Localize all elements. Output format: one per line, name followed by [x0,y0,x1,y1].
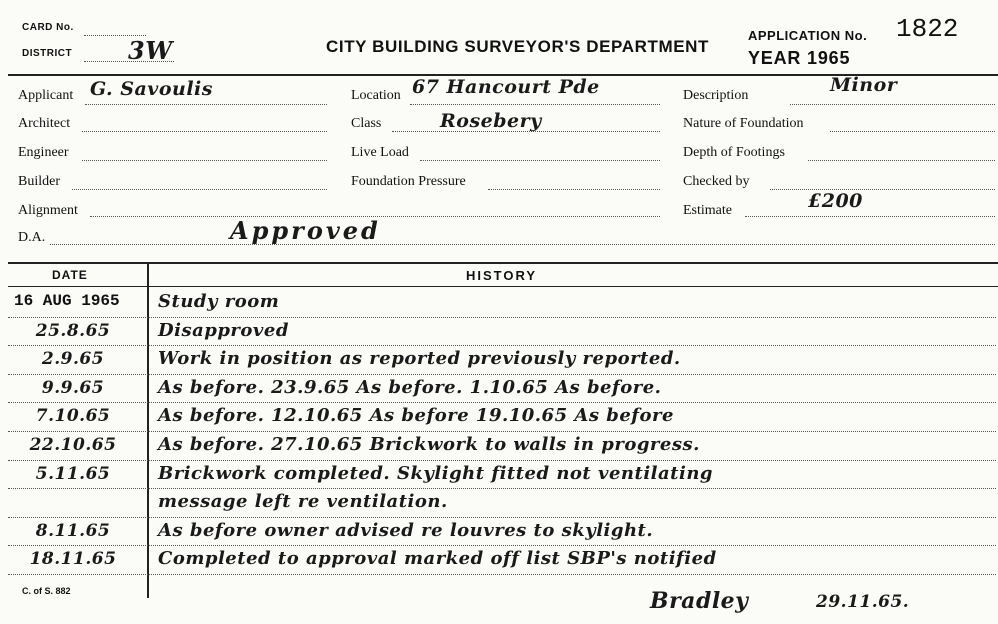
application-no: 1822 [896,14,959,44]
history-row-text: As before. 12.10.65 As before 19.10.65 As before [158,405,674,427]
history-row-rule [8,488,996,489]
history-row-text: Completed to approval marked off list SBP's notified [158,548,717,570]
year-label: YEAR 1965 [748,48,851,68]
history-heading-rule [8,286,998,287]
form-code: C. of S. 882 [22,586,71,596]
foundation-pressure-label: Foundation Pressure [351,174,466,189]
date-column-divider [147,262,149,598]
history-row-text: As before. 23.9.65 As before. 1.10.65 As before. [158,376,662,398]
district-label: DISTRICT [22,48,73,59]
location-label: Location [351,88,401,103]
history-row-date: 18.11.65 [29,549,117,570]
history-row-text: As before. 27.10.65 Brickwork to walls in progress. [158,434,700,455]
applicant-line [85,104,327,105]
da-label: D.A. [18,230,46,245]
history-row-rule [8,402,996,403]
estimate-value: £200 [808,190,863,212]
history-row-date: 25.8.65 [35,320,111,341]
history-top-rule [8,262,998,264]
department-title: CITY BUILDING SURVEYOR'S DEPARTMENT [326,37,710,56]
history-row-text: message left re ventilation. [158,491,448,513]
description-value: Minor [830,74,898,96]
engineer-label: Engineer [18,145,69,160]
live-load-label: Live Load [351,145,409,160]
depth-line [808,160,995,161]
history-heading: HISTORY [466,268,538,283]
description-label: Description [683,88,749,103]
estimate-line [745,216,995,217]
history-row-date: 2.9.65 [41,349,105,370]
history-row-date: 7.10.65 [35,406,111,427]
class-value: Rosebery [440,110,542,132]
history-row-text: Work in position as reported previously reported. [158,348,681,370]
da-line [50,244,995,245]
alignment-label: Alignment [18,203,78,218]
description-line [790,104,995,105]
application-no-label: APPLICATION No. [748,28,868,43]
history-row-rule [8,431,996,432]
signature-date: 29.11.65. [816,592,910,612]
history-row-text: Brickwork completed. Skylight fitted not ventilating [158,462,713,484]
estimate-label: Estimate [683,203,732,218]
architect-line [82,131,327,132]
nature-line [830,131,995,132]
checked-by-label: Checked by [683,174,750,189]
location-line [410,104,660,105]
history-row-text: Study room [158,291,280,312]
nature-of-foundation-label: Nature of Foundation [683,116,804,131]
history-row-text: As before owner advised re louvres to skylight. [158,519,654,541]
engineer-line [82,160,327,161]
checked-line [770,189,995,190]
history-row-rule [8,317,996,318]
history-row-rule [8,345,996,346]
district-value: 3W [128,36,173,65]
history-row-rule [8,545,996,546]
class-label: Class [351,116,382,131]
date-stamp: 16 AUG 1965 [14,292,120,310]
location-value: 67 Hancourt Pde [412,76,600,98]
architect-label: Architect [18,116,71,131]
depth-of-footings-label: Depth of Footings [683,145,785,160]
history-row-rule [8,574,996,575]
applicant-label: Applicant [18,88,74,103]
history-row-date: 22.10.65 [29,435,117,455]
history-row-rule [8,374,996,375]
history-row-rule [8,460,996,461]
live-load-line [420,160,660,161]
history-row-text: Disapproved [158,319,289,341]
history-row-rule [8,517,996,518]
foundation-pressure-line [488,189,660,190]
card-no-label: CARD No. [22,22,74,33]
history-row-date: 5.11.65 [35,463,111,484]
history-row-date: 8.11.65 [35,520,111,541]
da-value: Approved [230,216,381,245]
builder-label: Builder [18,174,60,189]
applicant-value: G. Savoulis [90,78,213,100]
signature: Bradley [650,588,749,614]
date-heading: DATE [52,268,88,282]
history-row-date: 9.9.65 [41,377,105,398]
builder-line [72,189,327,190]
